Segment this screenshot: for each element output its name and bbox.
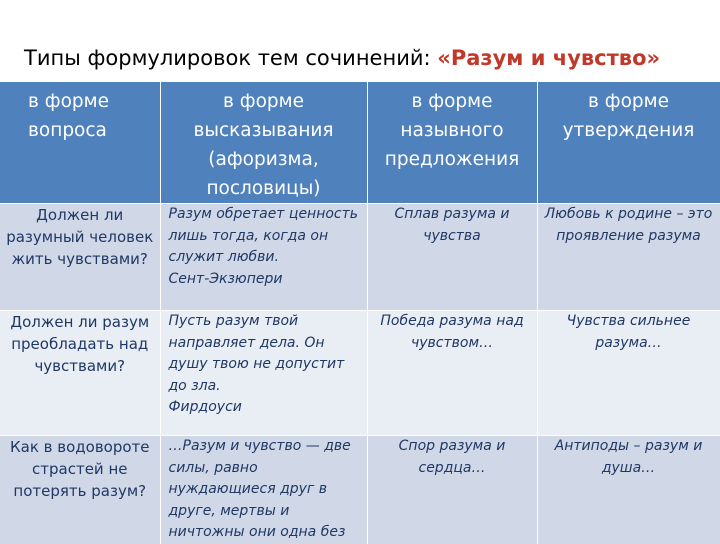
row2-author: Фирдоуси <box>168 399 242 415</box>
row1-question: Должен ли разумный человек жить чувствами? <box>0 204 160 311</box>
table-header-row <box>0 82 720 204</box>
row3-nominal: Спор разума и сердца… <box>367 436 537 544</box>
header-question-form: в форме вопроса <box>0 82 160 204</box>
row2-statement-cell <box>160 311 367 436</box>
topic-types-table <box>0 82 720 544</box>
row3-question: Как в водовороте страстей не потерять разум? <box>0 436 160 544</box>
row3-assertion: Антиподы – разум и душа… <box>537 436 720 544</box>
row2-statement: Пусть разум твой направляет дела. Он душу твою не допустит до зла. <box>168 313 345 394</box>
row2-nominal: Победа разума над чувством… <box>367 311 537 436</box>
row1-nominal: Сплав разума и чувства <box>367 204 537 311</box>
row1-author: Сент-Экзюпери <box>168 270 283 287</box>
row3-statement: …Разум и чувство — две силы, равно нуждающиеся друг в друге, мертвы и ничтожны они одна без <box>168 438 351 540</box>
title-prefix: Типы формулировок тем сочинений: <box>24 46 438 70</box>
row1-statement: Разум обретает ценность лишь тогда, когда он служит любви. <box>168 206 359 265</box>
row1-statement-cell <box>160 204 367 311</box>
header-assertion-form: в форме утверждения <box>537 82 720 204</box>
row2-question: Должен ли разум преобладать над чувствами? <box>0 311 160 436</box>
table-row <box>0 436 720 544</box>
header-statement-form: в форме высказывания (афоризма, пословицы) <box>160 82 367 204</box>
title-accent: «Разум и чувство» <box>437 46 661 70</box>
row3-statement-cell <box>160 436 367 544</box>
header-nominal-form: в форме назывного предложения <box>367 82 537 204</box>
table-row <box>0 204 720 311</box>
row1-assertion: Любовь к родине – это проявление разума <box>537 204 720 311</box>
table-row <box>0 311 720 436</box>
page-title <box>24 44 714 72</box>
row2-assertion: Чувства сильнее разума… <box>537 311 720 436</box>
